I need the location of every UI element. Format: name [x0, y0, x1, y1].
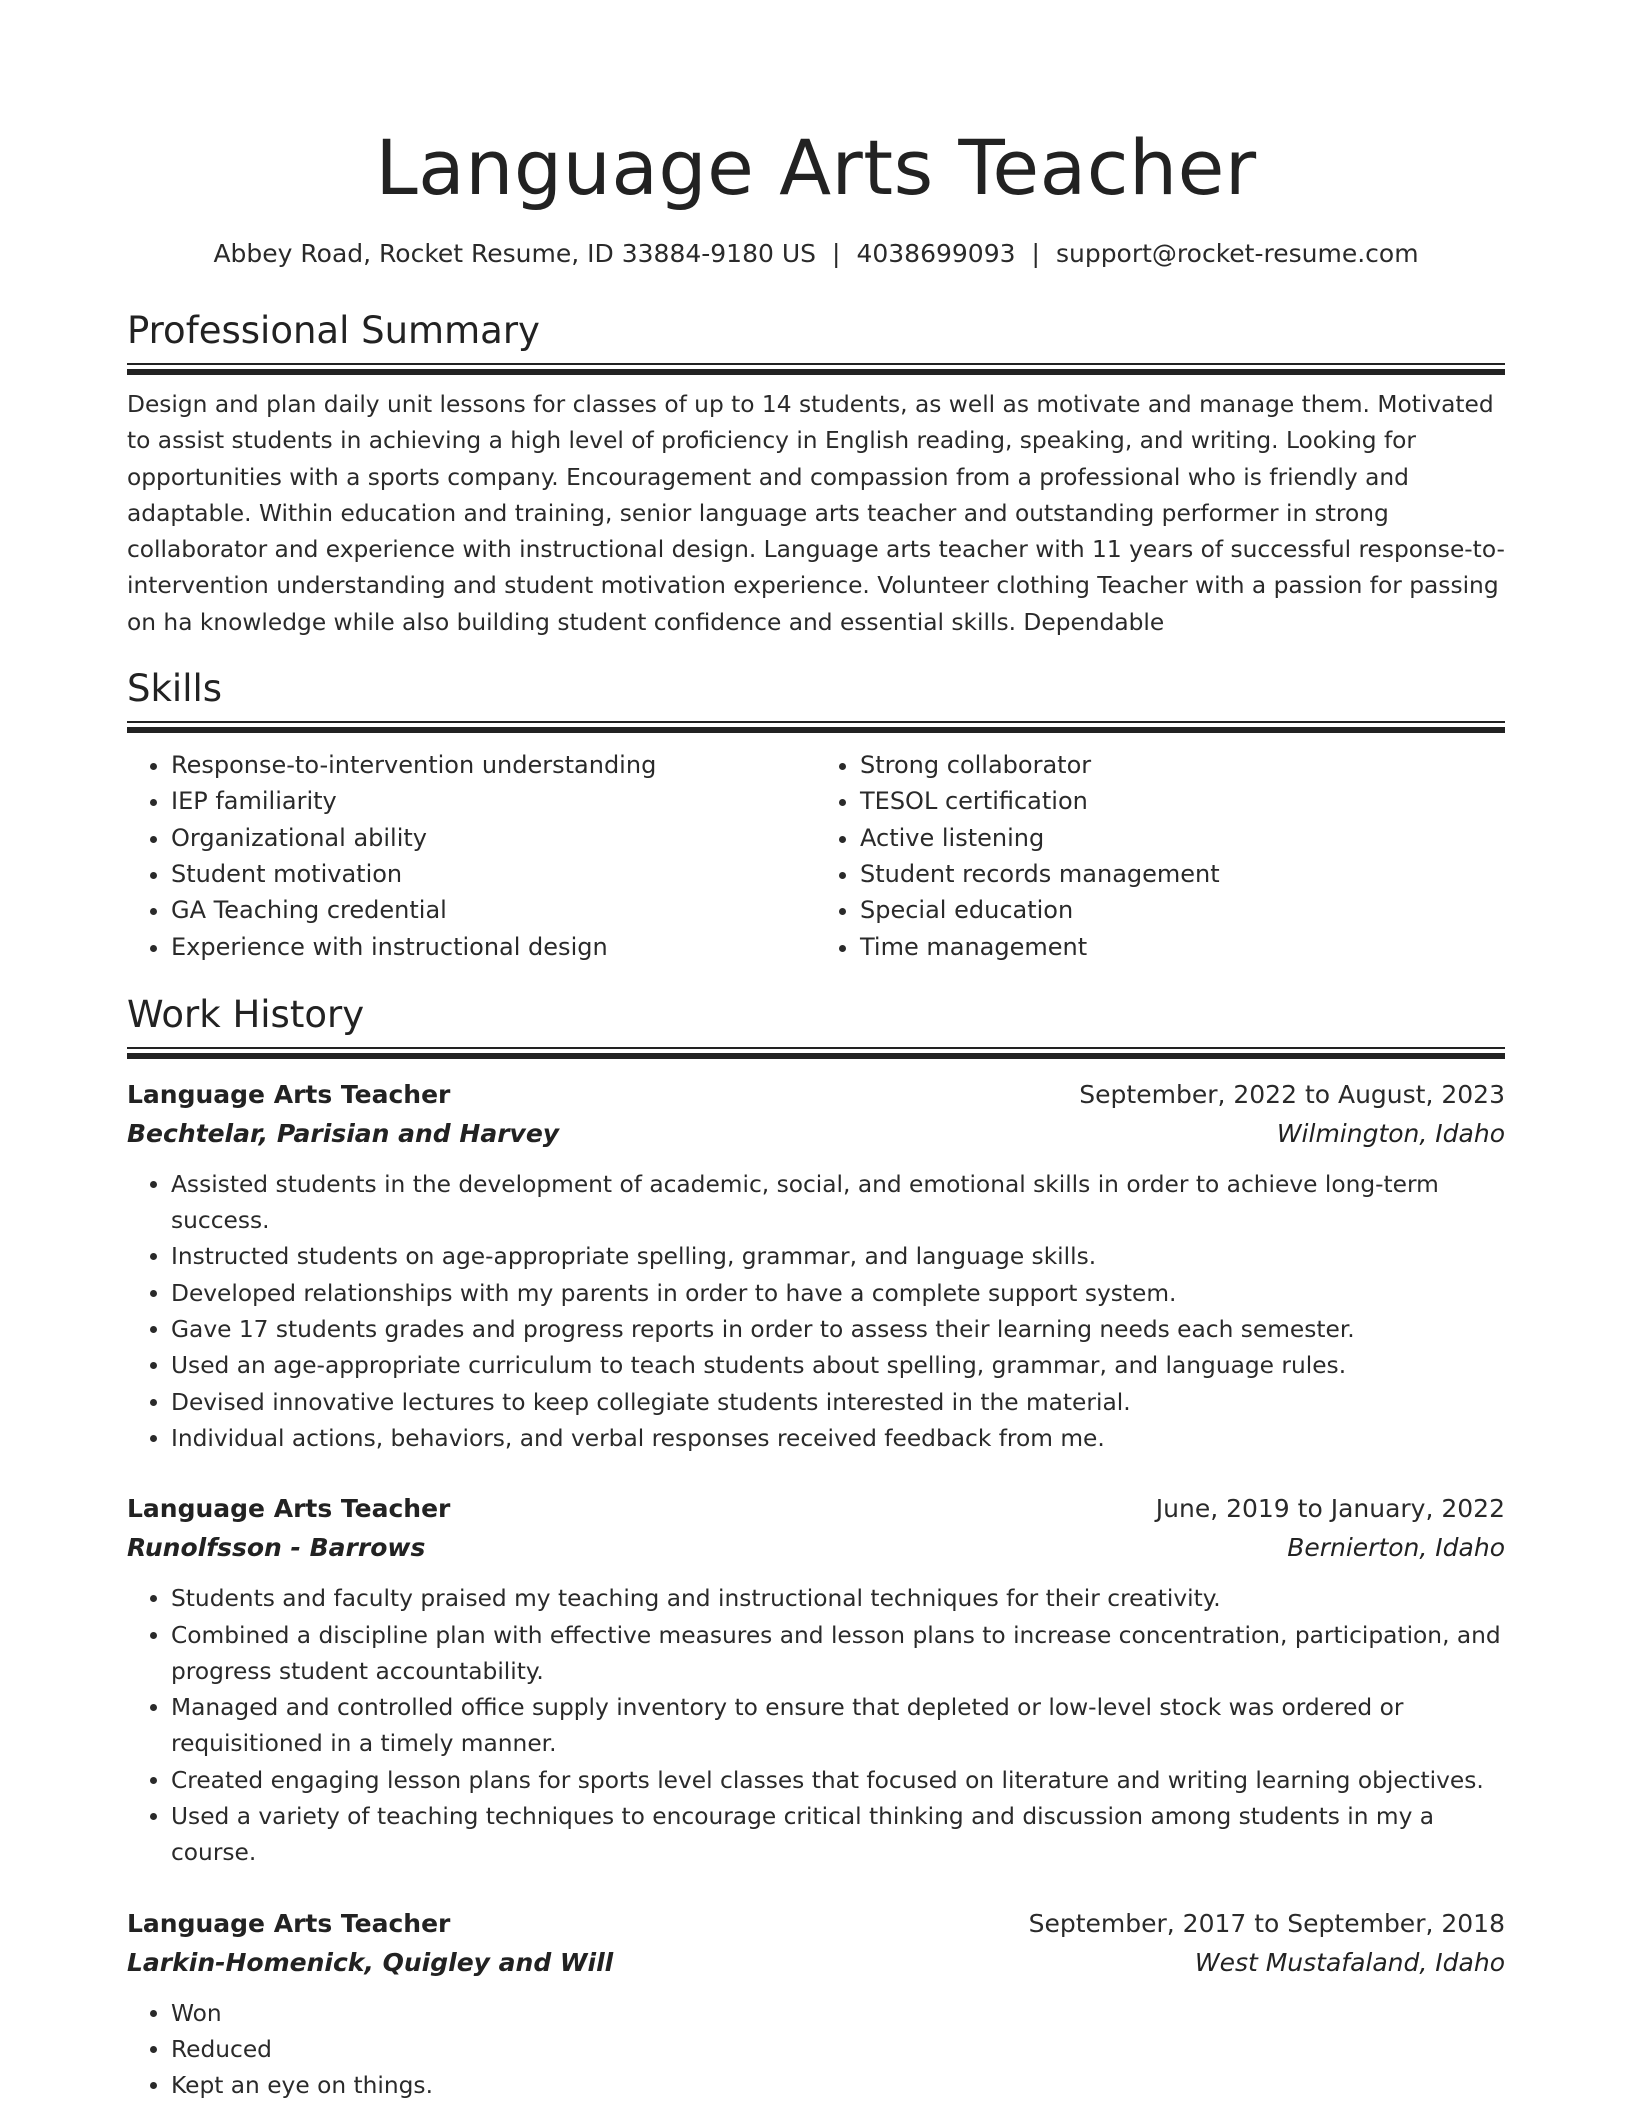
- section-divider: [127, 1047, 1505, 1049]
- skill-item: • TESOL certification: [860, 783, 1505, 819]
- skill-item: • Time management: [860, 929, 1505, 965]
- job-header: [127, 1489, 1505, 1528]
- skill-item: • Active listening: [860, 820, 1505, 856]
- job-bullet: • Used a variety of teaching techniques to encourage critical thinking and discussion among students in my a course.: [171, 1799, 1505, 1872]
- section-divider-thick: [127, 727, 1505, 733]
- skill-item: • GA Teaching credential: [171, 892, 816, 928]
- job-bullet: • Managed and controlled office supply inventory to ensure that depleted or low-level stock was ordered or requisitioned in a timely manner.: [171, 1690, 1505, 1763]
- job-bullet: • Individual actions, behaviors, and verbal responses received feedback from me.: [171, 1421, 1505, 1457]
- section-divider-thick: [127, 1053, 1505, 1059]
- skills-heading: Skills: [127, 667, 223, 711]
- skill-item: • Special education: [860, 892, 1505, 928]
- skills-list-left: [127, 747, 816, 965]
- resume-name: Language Arts Teacher: [375, 123, 1257, 212]
- section-divider-thick: [127, 369, 1505, 375]
- job-title: Language Arts Teacher: [127, 1494, 451, 1524]
- job-dates: September, 2017 to September, 2018: [1028, 1908, 1505, 1938]
- section-divider: [127, 363, 1505, 365]
- job-dates: September, 2022 to August, 2023: [1079, 1079, 1505, 1109]
- job-bullets: [127, 1167, 1505, 1457]
- job-subheader: [127, 1943, 1505, 1982]
- job-bullet: • Gave 17 students grades and progress reports in order to assess their learning needs each semester.: [171, 1312, 1505, 1348]
- job-subheader: [127, 1114, 1505, 1153]
- work-section: [127, 991, 1505, 2105]
- skill-item: • Student records management: [860, 856, 1505, 892]
- job-title: Language Arts Teacher: [127, 1079, 451, 1109]
- work-heading: Work History: [127, 992, 365, 1036]
- job-company: Bechtelar, Parisian and Harvey: [127, 1118, 560, 1148]
- job-location: West Mustafaland, Idaho: [1194, 1947, 1505, 1977]
- summary-section: [127, 307, 1505, 641]
- skill-item: • Strong collaborator: [860, 747, 1505, 783]
- contact-line: [127, 237, 1505, 271]
- summary-heading: Professional Summary: [127, 309, 540, 352]
- contact-separator: |: [1031, 239, 1040, 268]
- job-bullet: • Students and faculty praised my teaching and instructional techniques for their creativity.: [171, 1581, 1505, 1617]
- job-header: [127, 1904, 1505, 1943]
- skill-item: • Response-to-intervention understanding: [171, 747, 816, 783]
- contact-email: support@rocket-resume.com: [1055, 239, 1419, 268]
- job-entry: [127, 1489, 1505, 1871]
- job-bullets: [127, 1581, 1505, 1871]
- job-bullet: • Combined a discipline plan with effective measures and lesson plans to increase concentration, participation, and progress student accountability.: [171, 1618, 1505, 1691]
- contact-separator: |: [832, 239, 841, 268]
- job-company: Larkin-Homenick, Quigley and Will: [127, 1947, 614, 1977]
- job-entry: [127, 1075, 1505, 1457]
- job-bullet: • Devised innovative lectures to keep collegiate students interested in the material.: [171, 1385, 1505, 1421]
- skills-list-right: [816, 747, 1505, 965]
- job-bullet: • Used an age-appropriate curriculum to teach students about spelling, grammar, and language rules.: [171, 1348, 1505, 1384]
- skill-item: • Student motivation: [171, 856, 816, 892]
- job-bullet: • Created engaging lesson plans for sports level classes that focused on literature and writing learning objectives.: [171, 1763, 1505, 1799]
- skill-item: • IEP familiarity: [171, 783, 816, 819]
- job-location: Wilmington, Idaho: [1276, 1118, 1505, 1148]
- job-bullet: • Reduced: [171, 2032, 1505, 2068]
- job-subheader: [127, 1528, 1505, 1567]
- skills-section: [127, 665, 1505, 965]
- job-location: Bernierton, Idaho: [1287, 1533, 1505, 1563]
- job-header: [127, 1075, 1505, 1114]
- job-bullet: • Kept an eye on things.: [171, 2068, 1505, 2104]
- job-entry: [127, 1904, 1505, 2105]
- section-divider: [127, 721, 1505, 723]
- job-bullet: • Assisted students in the development of academic, social, and emotional skills in order to achieve long-term success.: [171, 1167, 1505, 1240]
- skill-item: • Organizational ability: [171, 820, 816, 856]
- job-dates: June, 2019 to January, 2022: [1155, 1494, 1505, 1524]
- job-title: Language Arts Teacher: [127, 1908, 451, 1938]
- job-bullets: [127, 1996, 1505, 2105]
- job-company: Runolfsson - Barrows: [127, 1533, 426, 1563]
- job-bullet: • Instructed students on age-appropriate spelling, grammar, and language skills.: [171, 1239, 1505, 1275]
- job-bullet: • Won: [171, 1996, 1505, 2032]
- summary-text: Design and plan daily unit lessons for classes of up to 14 students, as well as motivate and manage them. Motivated to assist students in achieving a high level of proficiency in English reading, speaking, and writing. Looking for opportunities with a sports company. Encouragement and compassion from a professional who is friendly and adaptable. Within education and training, senior language arts teacher and outstanding performer in strong collaborator and experience with instructional design. Language arts teacher with 11 years of successful response-to-intervention understanding and student motivation experience. Volunteer clothing Teacher with a passion for passing on ha knowledge while also building student confidence and essential skills. Dependable: [127, 391, 1505, 636]
- contact-address: Abbey Road, Rocket Resume, ID 33884-9180 US: [213, 239, 817, 268]
- skills-columns: [127, 747, 1505, 965]
- contact-phone: 4038699093: [856, 239, 1016, 268]
- skill-item: • Experience with instructional design: [171, 929, 816, 965]
- job-bullet: • Developed relationships with my parents in order to have a complete support system.: [171, 1276, 1505, 1312]
